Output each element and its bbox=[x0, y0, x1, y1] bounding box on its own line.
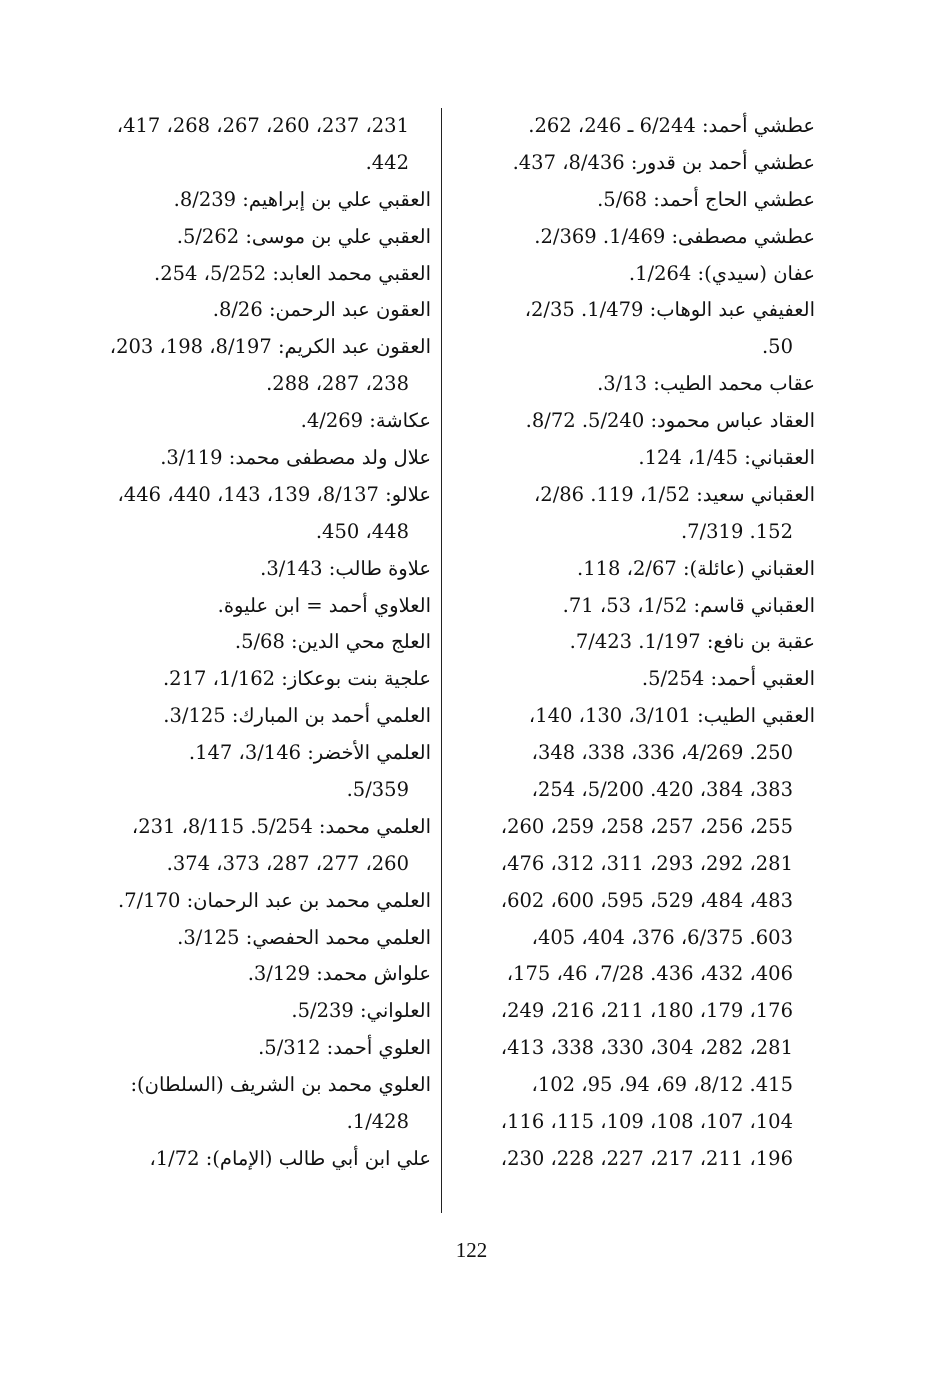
index-entry: العقون عبد الكريم: 8/197، 198، 203، bbox=[109, 335, 431, 359]
index-entry: عطشي أحمد بن قدور: 8/436، 437. bbox=[512, 150, 815, 174]
index-entry-continuation: 50. bbox=[761, 335, 793, 359]
index-entry: العقبي علي بن موسى: 5/262. bbox=[176, 224, 431, 248]
index-entry: علجية بنت بوعكاز: 1/162، 217. bbox=[162, 667, 431, 691]
index-entry: العلمي أحمد بن المبارك: 3/125. bbox=[163, 704, 431, 728]
index-entry: العقبي محمد العابد: 5/252، 254. bbox=[154, 261, 431, 285]
index-entry-continuation: 415. 8/12، 69، 94، 95، 102، bbox=[531, 1073, 793, 1097]
index-entry: علالو: 8/137، 139، 143، 440، 446، bbox=[117, 482, 431, 506]
index-entry-continuation: 1/428. bbox=[346, 1110, 409, 1134]
index-entry: العلمي محمد بن عبد الرحمان: 7/170. bbox=[118, 888, 431, 912]
column-divider bbox=[441, 108, 442, 1213]
index-entry-continuation: 104، 107، 108، 109، 115، 116، bbox=[500, 1110, 793, 1134]
index-entry: عطشي مصطفى: 1/469. 2/369. bbox=[534, 224, 815, 248]
index-entry: العلواني: 5/239. bbox=[291, 999, 431, 1023]
index-entry-continuation: 238، 287، 288. bbox=[266, 372, 409, 396]
index-entry: علاوة طالب: 3/143. bbox=[260, 556, 431, 580]
index-entry: عكاشة: 4/269. bbox=[300, 409, 431, 433]
index-entry-continuation: 442. bbox=[365, 150, 409, 174]
index-entry-continuation: 603. 6/375، 376، 404، 405، bbox=[531, 925, 793, 949]
index-entry: العلاوي أحمد = ابن عليوة. bbox=[217, 593, 431, 617]
index-entry-continuation: 250. 4/269، 336، 338، 348، bbox=[531, 741, 793, 765]
page-number: 122 bbox=[455, 1238, 488, 1262]
index-entry-continuation: 406، 432، 436. 7/28، 46، 175، bbox=[506, 962, 793, 986]
index-entry: العلمي محمد الحفصي: 3/125. bbox=[177, 925, 431, 949]
index-entry: العلوي محمد بن الشريف (السلطان): bbox=[130, 1073, 431, 1097]
index-entry: العقبي علي بن إبراهيم: 8/239. bbox=[173, 187, 431, 211]
index-column-left bbox=[61, 108, 431, 1178]
index-entry: عطشي الحاج أحمد: 5/68. bbox=[597, 187, 815, 211]
index-entry: العلج محي الدين: 5/68. bbox=[234, 630, 431, 654]
index-entry: عقبة بن نافع: 1/197. 7/423. bbox=[569, 630, 815, 654]
index-entry: عفان (سيدي): 1/264. bbox=[628, 261, 815, 285]
index-entry: العلمي الأخضر: 3/146، 147. bbox=[188, 741, 431, 765]
index-entry-continuation: 281، 292، 293، 311، 312، 476، bbox=[500, 851, 793, 875]
index-entry-continuation: 196، 211، 217، 227، 228، 230، bbox=[500, 1146, 793, 1170]
index-entry: علال ولد مصطفى محمد: 3/119. bbox=[160, 446, 431, 470]
index-entry-continuation: 260، 277، 287، 373، 374. bbox=[166, 851, 409, 875]
index-entry: العلوي أحمد: 5/312. bbox=[258, 1036, 431, 1060]
index-entry-continuation: 176، 179، 180، 211، 216، 249، bbox=[500, 999, 793, 1023]
index-entry: العقباني قاسم: 1/52، 53، 71. bbox=[562, 593, 815, 617]
index-entry: العلمي محمد: 5/254. 8/115، 231، bbox=[131, 814, 431, 838]
index-entry: عطشي أحمد: 6/244 ـ 246، 262. bbox=[528, 114, 815, 137]
index-entry: علي ابن أبي طالب (الإمام): 1/72، bbox=[149, 1146, 431, 1170]
index-entry-continuation: 483، 484، 529، 595، 600، 602، bbox=[500, 888, 793, 912]
index-entry-continuation: 448، 450. bbox=[315, 519, 409, 543]
index-entry: العقاد عباس محمود: 5/240. 8/72. bbox=[525, 409, 815, 433]
index-entry-continuation: 5/359. bbox=[346, 778, 409, 802]
index-entry-continuation: 231، 237، 260، 267، 268، 417، bbox=[116, 114, 409, 137]
index-entry-continuation: 255، 256، 257، 258، 259، 260، bbox=[500, 814, 793, 838]
index-entry: العقون عبد الرحمن: 8/26. bbox=[212, 298, 431, 322]
index-entry-continuation: 383، 384، 420. 5/200، 254، bbox=[531, 778, 793, 802]
index-entry: العقباني: 1/45، 124. bbox=[638, 446, 815, 470]
index-entry: العقباني سعيد: 1/52، 119. 2/86، bbox=[533, 482, 815, 506]
index-entry: العقبي أحمد: 5/254. bbox=[641, 667, 815, 691]
index-entry: علواش محمد: 3/129. bbox=[247, 962, 431, 986]
index-entry: العفيفي عبد الوهاب: 1/479. 2/35، bbox=[524, 298, 815, 322]
index-entry-continuation: 152. 7/319. bbox=[680, 519, 793, 543]
index-entry: عقاب محمد الطيب: 3/13. bbox=[597, 372, 815, 396]
index-entry-continuation: 281، 282، 304، 330، 338، 413، bbox=[500, 1036, 793, 1060]
index-entry: العقباني (عائلة): 2/67، 118. bbox=[577, 556, 815, 580]
index-column-right bbox=[435, 108, 815, 1178]
index-entry: العقبي الطيب: 3/101، 130، 140، bbox=[528, 704, 815, 728]
